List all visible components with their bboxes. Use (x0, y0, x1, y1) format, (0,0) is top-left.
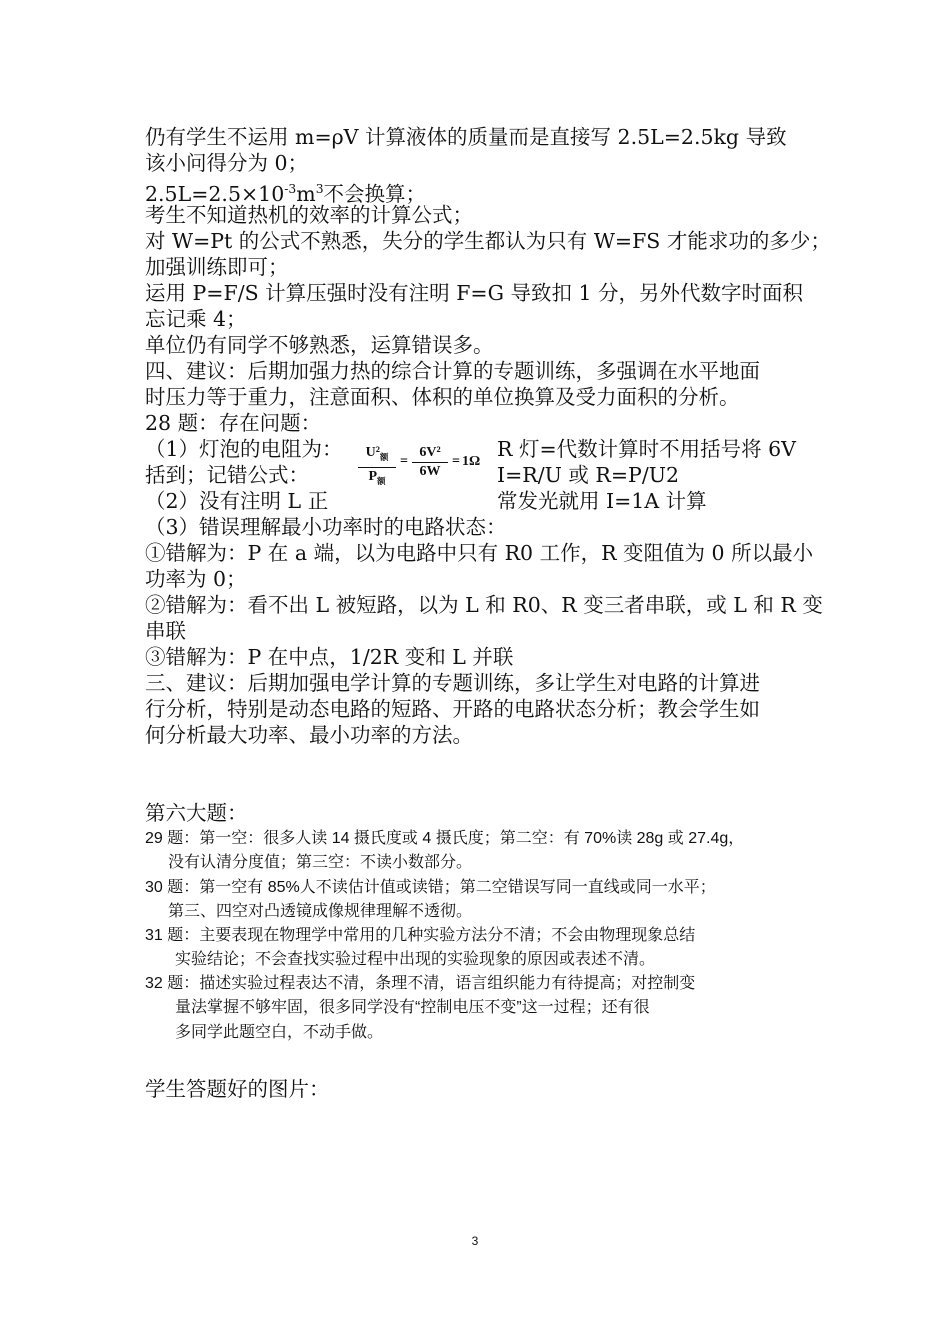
text-line: 29 题：第一空：很多人读 14 摄氏度或 4 摄氏度；第二空：有 70%读 28g 或 27.4g， (145, 830, 745, 847)
text-line: 行分析，特别是动态电路的短路、开路的电路状态分析；教会学生如 (145, 697, 760, 721)
text-line: 该小问得分为 0； (145, 151, 309, 175)
unit: m (296, 181, 316, 206)
text-line: 时压力等于重力，注意面积、体积的单位换算及受力面积的分析。 (145, 385, 740, 409)
text-line: 运用 P=F/S 计算压强时没有注明 F=G 导致扣 1 分，另外代数字时面积 (145, 281, 804, 305)
text-line: 实验结论；不会查找实验过程中出现的实验现象的原因或表述不清。 (175, 951, 656, 968)
exponent: -3 (284, 182, 297, 196)
text-line: 第三、四空对凸透镜成像规律理解不透彻。 (168, 903, 473, 920)
fraction-1: $U^2_额$ $P_额$ (358, 445, 396, 490)
text-line: 31 题：主要表现在物理学中常用的几种实验方法分不清；不会由物理现象总结 (145, 927, 696, 944)
text-line: （3）错误理解最小功率时的电路状态： (145, 515, 507, 539)
text-line: ①错解为：P 在 a 端，以为电路中只有 R0 工作，R 变阻值为 0 所以最小 (145, 541, 814, 565)
text-line: 括到；记错公式： (145, 463, 309, 487)
conversion-tail: 不会换算； (323, 181, 427, 206)
text-line: ③错解为：P 在中点，1/2R 变和 L 并联 (145, 645, 514, 669)
text-line: 功率为 0； (145, 567, 247, 591)
text-line: 30 题：第一空有 85%人不读估计值或读错；第二空错误写同一直线或同一水平； (145, 879, 716, 896)
text-line: 考生不知道热机的效率的计算公式； (145, 203, 473, 227)
page-number: 3 (471, 1234, 479, 1248)
text-line: 量法掌握不够牢固，很多同学没有“控制电压不变”这一过程；还有很 (175, 999, 650, 1016)
fraction-2: $\frac{\text{6V²}}{6W}$ (412, 445, 448, 480)
section-heading: 学生答题好的图片： (145, 1077, 330, 1101)
question-heading: 28 题：存在问题： (145, 411, 322, 435)
section-heading: 第六大题： (145, 801, 248, 825)
text-line: （1）灯泡的电阻为： (145, 437, 343, 461)
resistance-formula: $U^2_额$ $P_额$ = $\frac{\text{6V²}}{6W}$ = 1Ω (358, 445, 483, 485)
text-line: I=R/U 或 R=P/U2 (497, 463, 680, 487)
text-line: 四、建议：后期加强力热的综合计算的专题训练，多强调在水平地面 (145, 359, 760, 383)
text-line: 多同学此题空白，不动手做。 (175, 1024, 384, 1041)
text-line: 三、建议：后期加强电学计算的专题训练，多让学生对电路的计算进 (145, 671, 760, 695)
text-line: 加强训练即可； (145, 255, 289, 279)
text-line: 单位仍有同学不够熟悉，运算错误多。 (145, 333, 494, 357)
text-line: R 灯=代数计算时不用括号将 6V (497, 437, 796, 461)
text-line: （2）没有注明 L 正 (145, 489, 329, 513)
text-line: 对 W=Pt 的公式不熟悉，失分的学生都认为只有 W=FS 才能求功的多少； (145, 229, 831, 253)
text-line: 常发光就用 I=1A 计算 (497, 489, 707, 513)
text-line: 仍有学生不运用 m=ρV 计算液体的质量而是直接写 2.5L=2.5kg 导致 (145, 125, 787, 149)
exponent: 3 (315, 182, 324, 196)
text-line: 何分析最大功率、最小功率的方法。 (145, 723, 473, 747)
text-line: ②错解为：看不出 L 被短路，以为 L 和 R0、R 变三者串联，或 L 和 R 变 (145, 593, 823, 617)
text-line: 32 题：描述实验过程表达不清，条理不清，语言组织能力有待提高；对控制变 (145, 975, 696, 992)
text-line: 没有认清分度值；第三空：不读小数部分。 (168, 854, 473, 871)
text-line-conversion (145, 177, 426, 206)
conversion-text: 2.5L=2.5×10 (145, 181, 285, 206)
text-line: 忘记乘 4； (145, 307, 247, 331)
text-line: 串联 (145, 619, 186, 643)
